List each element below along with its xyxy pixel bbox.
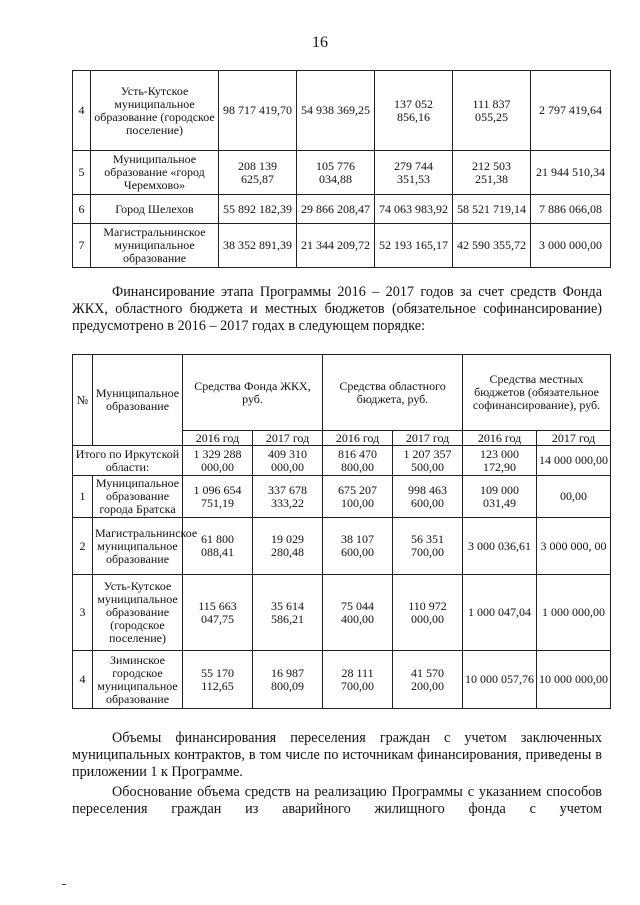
cell-value: 41 570 200,00 (393, 651, 463, 709)
cell-total: 2 797 419,64 (531, 71, 611, 151)
table-row (73, 195, 611, 224)
row-number: 7 (73, 224, 91, 268)
table-row (73, 71, 611, 151)
municipality-name: Муниципальное образование города Братска (93, 476, 183, 518)
cell-value: 409 310 000,00 (253, 446, 323, 476)
row-number: 4 (73, 71, 91, 151)
cell-value: 208 139 625,87 (219, 151, 297, 195)
header-municipality: Муниципальное образование (93, 355, 183, 446)
cell-value: 98 717 419,70 (219, 71, 297, 151)
cell-value: 14 000 000,00 (537, 446, 611, 476)
municipality-name: Зиминское городское муниципальное образование (93, 651, 183, 709)
row-number: 5 (73, 151, 91, 195)
header-year: 2017 год (537, 431, 611, 446)
cell-value: 00,00 (537, 476, 611, 518)
cell-value: 675 207 100,00 (323, 476, 393, 518)
cell-total: 3 000 000,00 (531, 224, 611, 268)
cell-value: 337 678 333,22 (253, 476, 323, 518)
justification-paragraph: Обоснование объема средств на реализацию Программы с указанием способов переселения граждан из аварийного жилищного фонда с учетом (72, 784, 602, 817)
cell-value: 212 503 251,38 (453, 151, 531, 195)
total-label: Итого по Иркутской области: (73, 446, 183, 476)
cell-value: 54 938 369,25 (297, 71, 375, 151)
cell-value: 10 000 057,76 (463, 651, 537, 709)
header-row (73, 355, 611, 431)
cell-value: 998 463 600,00 (393, 476, 463, 518)
row-number: 2 (73, 518, 93, 575)
cell-value: 110 972 000,00 (393, 575, 463, 651)
cell-total: 7 886 066,08 (531, 195, 611, 224)
cell-value: 111 837 055,25 (453, 71, 531, 151)
municipality-name: Усть-Кутское муниципальное образование (городское поселение) (91, 71, 219, 151)
row-number: 1 (73, 476, 93, 518)
municipality-name: Муниципальное образование «город Черемхово» (91, 151, 219, 195)
table-row (73, 575, 611, 651)
cell-value: 115 663 047,75 (183, 575, 253, 651)
municipality-name: Магистральнинское муниципальное образование (91, 224, 219, 268)
municipality-name: Усть-Кутское муниципальное образование (городское поселение) (93, 575, 183, 651)
table-row (73, 151, 611, 195)
row-number: 4 (73, 651, 93, 709)
cell-value: 29 866 208,47 (297, 195, 375, 224)
cell-value: 61 800 088,41 (183, 518, 253, 575)
header-regional: Средства областного бюджета, руб. (323, 355, 463, 431)
cell-total: 21 944 510,34 (531, 151, 611, 195)
cell-value: 52 193 165,17 (375, 224, 453, 268)
municipality-name: Город Шелехов (91, 195, 219, 224)
cell-value: 38 107 600,00 (323, 518, 393, 575)
cell-value: 1 096 654 751,19 (183, 476, 253, 518)
cell-value: 75 044 400,00 (323, 575, 393, 651)
cell-value: 16 987 800,09 (253, 651, 323, 709)
header-number: № (73, 355, 93, 446)
cell-value: 137 052 856,16 (375, 71, 453, 151)
cell-value: 1 329 288 000,00 (183, 446, 253, 476)
cell-value: 28 111 700,00 (323, 651, 393, 709)
total-row (73, 446, 611, 476)
cell-value: 55 892 182,39 (219, 195, 297, 224)
funding-paragraph: Финансирование этапа Программы 2016 – 2017 годов за счет средств Фонда ЖКХ, областного бюджета и местных бюджетов (обязательное софинансирование) предусмотрено в 2016 – 2017 годах в следующем порядке: (72, 284, 602, 334)
cell-value: 38 352 891,39 (219, 224, 297, 268)
cell-value: 1 000 000,00 (537, 575, 611, 651)
contracts-paragraph: Объемы финансирования переселения граждан с учетом заключенных муниципальных контрактов, в том числе по источникам финансирования, приведены в приложении 1 к Программе. (72, 730, 602, 780)
header-year: 2016 год (463, 431, 537, 446)
cell-value: 35 614 586,21 (253, 575, 323, 651)
cell-value: 58 521 719,14 (453, 195, 531, 224)
header-year: 2017 год (253, 431, 323, 446)
funding-by-year-table (72, 354, 611, 709)
cell-value: 21 344 209,72 (297, 224, 375, 268)
cell-value: 1 000 047,04 (463, 575, 537, 651)
table-row (73, 224, 611, 268)
scan-mark (62, 884, 66, 885)
cell-value: 3 000 000, 00 (537, 518, 611, 575)
header-year: 2016 год (183, 431, 253, 446)
table-row (73, 651, 611, 709)
cell-value: 19 029 280,48 (253, 518, 323, 575)
table-row (73, 518, 611, 575)
cell-value: 105 776 034,88 (297, 151, 375, 195)
cell-value: 279 744 351,53 (375, 151, 453, 195)
cell-value: 10 000 000,00 (537, 651, 611, 709)
header-local: Средства местных бюджетов (обязательное софинансирование), руб. (463, 355, 611, 431)
cell-value: 109 000 031,49 (463, 476, 537, 518)
row-number: 3 (73, 575, 93, 651)
table-row (73, 476, 611, 518)
cell-value: 74 063 983,92 (375, 195, 453, 224)
header-year: 2017 год (393, 431, 463, 446)
cell-value: 123 000 172,90 (463, 446, 537, 476)
municipal-funding-table-continued (72, 70, 611, 268)
cell-value: 56 351 700,00 (393, 518, 463, 575)
header-fund: Средства Фонда ЖКХ, руб. (183, 355, 323, 431)
cell-value: 816 470 800,00 (323, 446, 393, 476)
page-number: 16 (312, 34, 328, 51)
municipality-name: Магистральнинское муниципальное образование (93, 518, 183, 575)
cell-value: 55 170 112,65 (183, 651, 253, 709)
row-number: 6 (73, 195, 91, 224)
header-year: 2016 год (323, 431, 393, 446)
cell-value: 3 000 036,61 (463, 518, 537, 575)
cell-value: 42 590 355,72 (453, 224, 531, 268)
cell-value: 1 207 357 500,00 (393, 446, 463, 476)
